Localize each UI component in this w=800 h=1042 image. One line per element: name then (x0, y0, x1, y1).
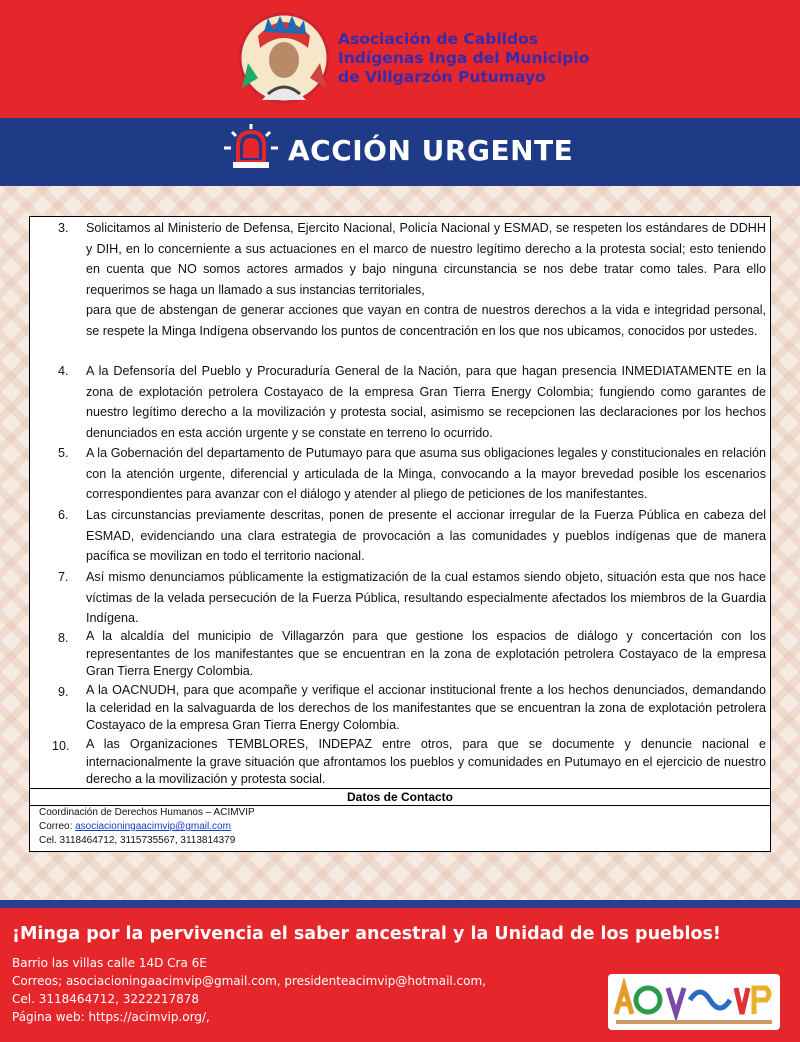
item-number: 6. (58, 508, 69, 522)
email-link[interactable]: asociacioningaacimvip@gmail.com (75, 821, 231, 832)
item-text: A la alcaldía del municipio de Villagarzón para que gestione los espacios de diálogo y concertación con los representantes de los manifestantes que se encuentran en la zona de explotación petrolera Costayaco de la empresa Gran Tierra Energy Colombia. (86, 629, 766, 678)
alarm-siren-icon (222, 124, 280, 172)
item-number: 10. (52, 739, 70, 753)
item-number: 3. (58, 221, 69, 235)
item-number: 8. (58, 631, 69, 645)
footer-slogan: ¡Minga por la pervivencia el saber ancestral y la Unidad de los pueblos! (12, 924, 721, 944)
item-text: A las Organizaciones TEMBLORES, INDEPAZ entre otros, para que se documente y denuncie nacional e internacionalmente la grave situación que afrontamos los pueblos y comunidades en Putumayo en el ejercicio de nuestro derecho a la movilización y protesta social. (86, 737, 766, 786)
item-number: 4. (58, 364, 69, 378)
footer-emails: Correos; asociacioningaacimvip@gmail.com, presidenteacimvip@hotmail.com, (12, 974, 486, 988)
item-text: Las circunstancias previamente descritas, ponen de presente el accionar irregular de la Fuerza Pública en cabeza del ESMAD, evidenciando una clara estrategia de provocación a las comunidades y pueblos indígenas que de manera pacífica se movilizan en todo el territorio nacional. (86, 508, 766, 563)
contact-phones: Cel. 3118464712, 3115735567, 3113814379 (39, 835, 236, 846)
organization-name (338, 30, 589, 87)
org-line-3: de Villgarzón Putumayo (338, 68, 546, 86)
banner-title: ACCIÓN URGENTE (288, 134, 574, 167)
contact-coordination: Coordinación de Derechos Humanos – ACIMVIP (39, 807, 255, 818)
email-label: Correo: (39, 821, 76, 832)
item-text: Solicitamos al Ministerio de Defensa, Ejercito Nacional, Policía Nacional y ESMAD, se respeten los estándares de DDHH y DIH, en lo concerniente a sus actuaciones en el marco de nuestro legítimo derecho a la protesta social; esto teniendo en cuenta que NO somos actores armados y bajo ninguna circunstancia se nos debe tratar como tales. Para ello requerimos se haga un llamado a sus instancias territoriales, (86, 221, 766, 297)
acimvip-emblem-logo (238, 8, 330, 108)
item-text: A la Gobernación del departamento de Putumayo para que asuma sus obligaciones legales y constitucionales en relación con la atención urgente, diferencial y articulada de la Minga, convocando a la mayor brevedad posible los escenarios correspondientes para avanzar con el diálogo y atender al pliego de peticiones de los manifestantes. (86, 446, 766, 501)
contact-heading: Datos de Contacto (30, 789, 770, 806)
contact-box (29, 788, 771, 852)
item-number: 9. (58, 685, 69, 699)
footer-divider (0, 900, 800, 908)
document-body (29, 216, 771, 790)
footer-address: Barrio las villas calle 14D Cra 6E (12, 956, 207, 970)
item-text: A la OACNUDH, para que acompañe y verifique el accionar institucional frente a los hechos denunciados, demandando la celeridad en la salvaguarda de los derechos de los manifestantes que se encuentran la zona de explotación petrolera Costayaco de la empresa Gran Tierra Energy Colombia. (86, 683, 766, 732)
footer (0, 908, 800, 1042)
item-number: 7. (58, 570, 69, 584)
org-line-1: Asociación de Cabildos (338, 30, 538, 48)
item-text-continuation: para que de abstengan de generar acciones que vayan en contra de nuestros derechos a la vida e integridad personal, se respete la Minga Indígena observando los puntos de concentración en los que nos ubicamos, conocidos por ustedes. (86, 303, 766, 338)
org-line-2: Indígenas Inga del Municipio (338, 49, 590, 67)
item-text: Así mismo denunciamos públicamente la estigmatización de la cual estamos siendo objeto, situación esta que nos hace víctimas de la velada persecución de la Fuerza Pública, resultando especialmente afectados los miembros de la Guardia Indígena. (86, 570, 766, 625)
footer-phones: Cel. 3118464712, 3222217878 (12, 992, 200, 1006)
footer-website[interactable]: Página web: https://acimvip.org/, (12, 1010, 210, 1024)
item-number: 5. (58, 446, 69, 460)
contact-email-row (30, 820, 770, 834)
acimvip-footer-logo (608, 974, 780, 1030)
item-text: A la Defensoría del Pueblo y Procuraduría General de la Nación, para que hagan presencia INMEDIATAMENTE en la zona de explotación petrolera Costayaco de la empresa Gran Tierra Energy Colombia; fungiendo como garantes de nuestro legítimo derecho a la movilización y protesta social, asimismo se recepcionen las declaraciones por los hechos denunciados en esta acción urgente y se constate en terreno lo ocurrido. (86, 364, 766, 440)
